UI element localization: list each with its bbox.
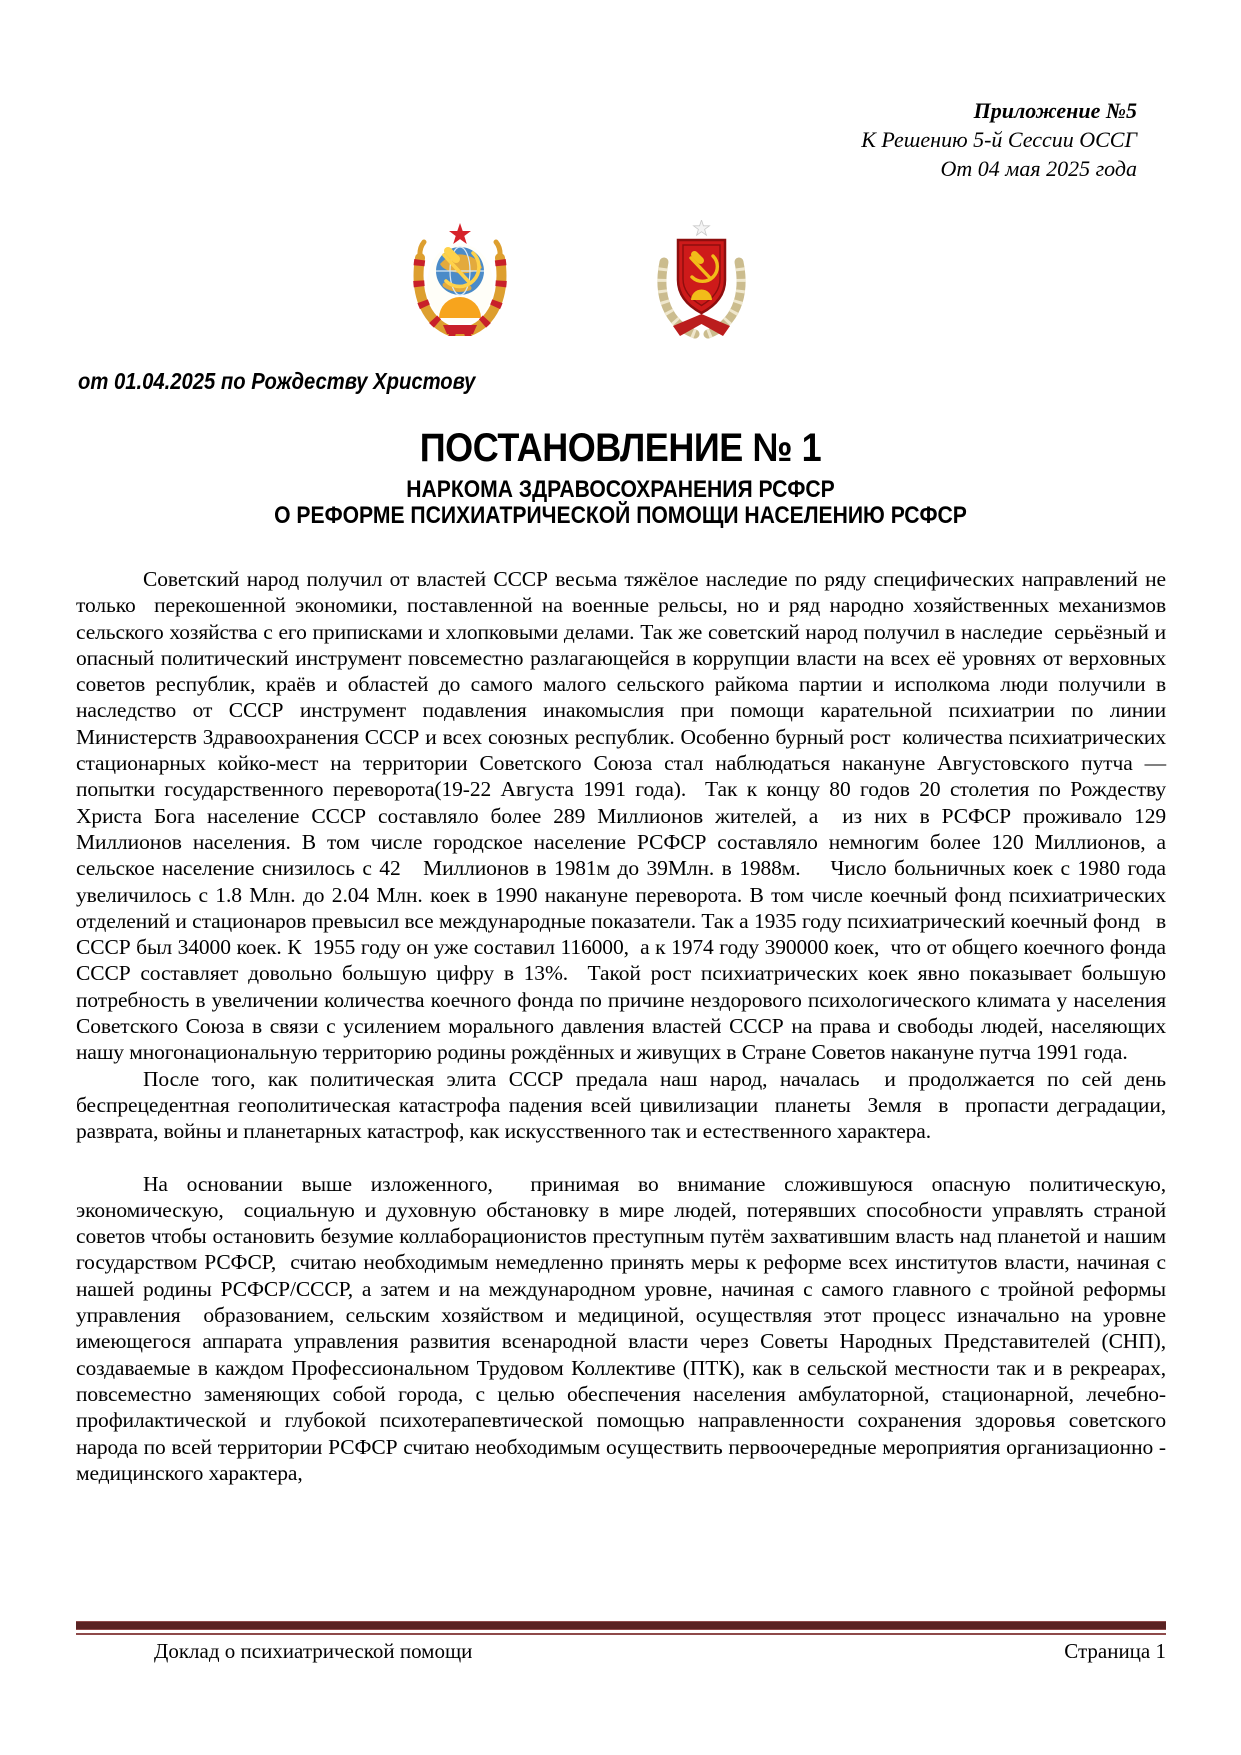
- document-subtitle-2: О РЕФОРМЕ ПСИХИАТРИЧЕСКОЙ ПОМОЩИ НАСЕЛЕНИЮ РСФСР: [274, 501, 967, 529]
- page-footer: [76, 1638, 1166, 1665]
- appendix-number: Приложение №5: [973, 98, 1137, 123]
- document-subtitle-1: НАРКОМА ЗДРАВОСОХРАНЕНИЯ РСФСР: [406, 476, 835, 503]
- title-block: [0, 426, 1241, 528]
- footer-doc-title: Доклад о психиатрической помощи: [154, 1639, 473, 1663]
- footer-page-number: Страница 1: [1064, 1639, 1166, 1663]
- document-title: ПОСТАНОВЛЕНИЕ № 1: [419, 426, 822, 470]
- date-line: от 01.04.2025 по Рождеству Христову: [78, 368, 476, 394]
- appendix-reference: К Решению 5-й Сессии ОССГ: [861, 127, 1137, 152]
- footer-separator-thin-line: [76, 1633, 1166, 1635]
- ussr-coat-of-arms-icon: [407, 222, 513, 336]
- paragraph-2: После того, как политическая элита СССР предала наш народ, началась и продолжается по сей день беспрецедентная геополитическая катастрофа падения всей цивилизации планеты Земля в пропасти деградации, разврата, войны и планетарных катастроф, как искусственного так и естественного характера.: [76, 1066, 1177, 1144]
- footer-separator: [76, 1621, 1166, 1635]
- footer-separator-thick-line: [76, 1621, 1166, 1630]
- rsfsr-coat-of-arms-icon: [653, 220, 750, 340]
- document-body: [76, 566, 1177, 1486]
- paragraph-3: На основании выше изложенного, принимая во внимание сложившуюся опасную политическую, экономическую, социальную и духовную обстановку в мире людей, потерявших способности управлять страной советов чтобы остановить безумие коллаборационистов преступным путём захватившим власть над планетой и нашим государством РСФСР, считаю необходимым немедленно принять меры к реформе всех институтов власти, начиная с нашей родины РСФСР/СССР, а затем и на международном уровне, начиная с самого главного с тройной реформы управления образованием, сельским хозяйством и медициной, осуществляя этот процесс изначально на уровне имеющегося аппарата управления развития всенародной власти через Советы Народных Представителей (СНП), создаваемые в каждом Профессиональном Трудовом Коллективе (ПТК), как в сельской местности так и в рекреарах, повсеместно заменяющих собой города, с целью обеспечения населения амбулаторной, стационарной, лечебно-профилактической и глубокой психотерапевтической помощью направленности сохранения здоровья советского народа по всей территории РСФСР считаю необходимым осуществить первоочередные мероприятия организационно - медицинского характера,: [76, 1171, 1172, 1485]
- paragraph-1: Советский народ получил от властей СССР весьма тяжёлое наследие по ряду специфических направлений не только перекошенной экономики, поставленной на военные рельсы, но и ряд народно хозяйственных механизмов сельского хозяйства с его приписками и хлопковыми делами. Так же советский народ получил в наследие серьёзный и опасный политический инструмент повсеместно разлагающейся в коррупции власти на всех её уровнях от верховных советов республик, краёв и областей до самого малого сельского райкома партии и исполкома люди получили в наследство от СССР инструмент подавления инакомыслия при помощи карательной психиатрии по линии Министерств Здравоохранения СССР и всех союзных республик. Особенно бурный рост количества психиатрических стационарных койко-мест на территории Советского Союза стал наблюдаться накануне Августовского путча — попытки государственного переворота(19-22 Августа 1991 года). Так к концу 80 годов 20 столетия по Рождеству Христа Бога население СССР составляло более 289 Миллионов жителей, а из них в РСФСР проживало 129 Миллионов населения. В том числе городское население РСФСР составляло немногим более 120 Миллионов, а сельское население снизилось с 42 Миллионов в 1981м до 39Млн. в 1988м. Число больничных коек с 1980 года увеличилось с 1.8 Млн. до 2.04 Млн. коек в 1990 накануне переворота. В том числе коечный фонд психиатрических отделений и стационаров превысил все международные показатели. Так а 1935 году психиатрический коечный фонд в СССР был 34000 коек. К 1955 году он уже составил 116000, а к 1974 году 390000 коек, что от общего коечного фонда СССР составляет довольно большую цифру в 13%. Такой рост психиатрических коек явно показывает большую потребность в увеличении количества коечного фонда по причине нездорового психологического климата у населения Советского Союза в связи с усилением морального давления властей СССР на права и свободы людей, населяющих нашу многонациональную территорию родины рождённых и живущих в Стране Советов накануне путча 1991 года.: [76, 567, 1172, 1065]
- appendix-date: От 04 мая 2025 года: [940, 156, 1137, 181]
- appendix-block: [861, 96, 1137, 183]
